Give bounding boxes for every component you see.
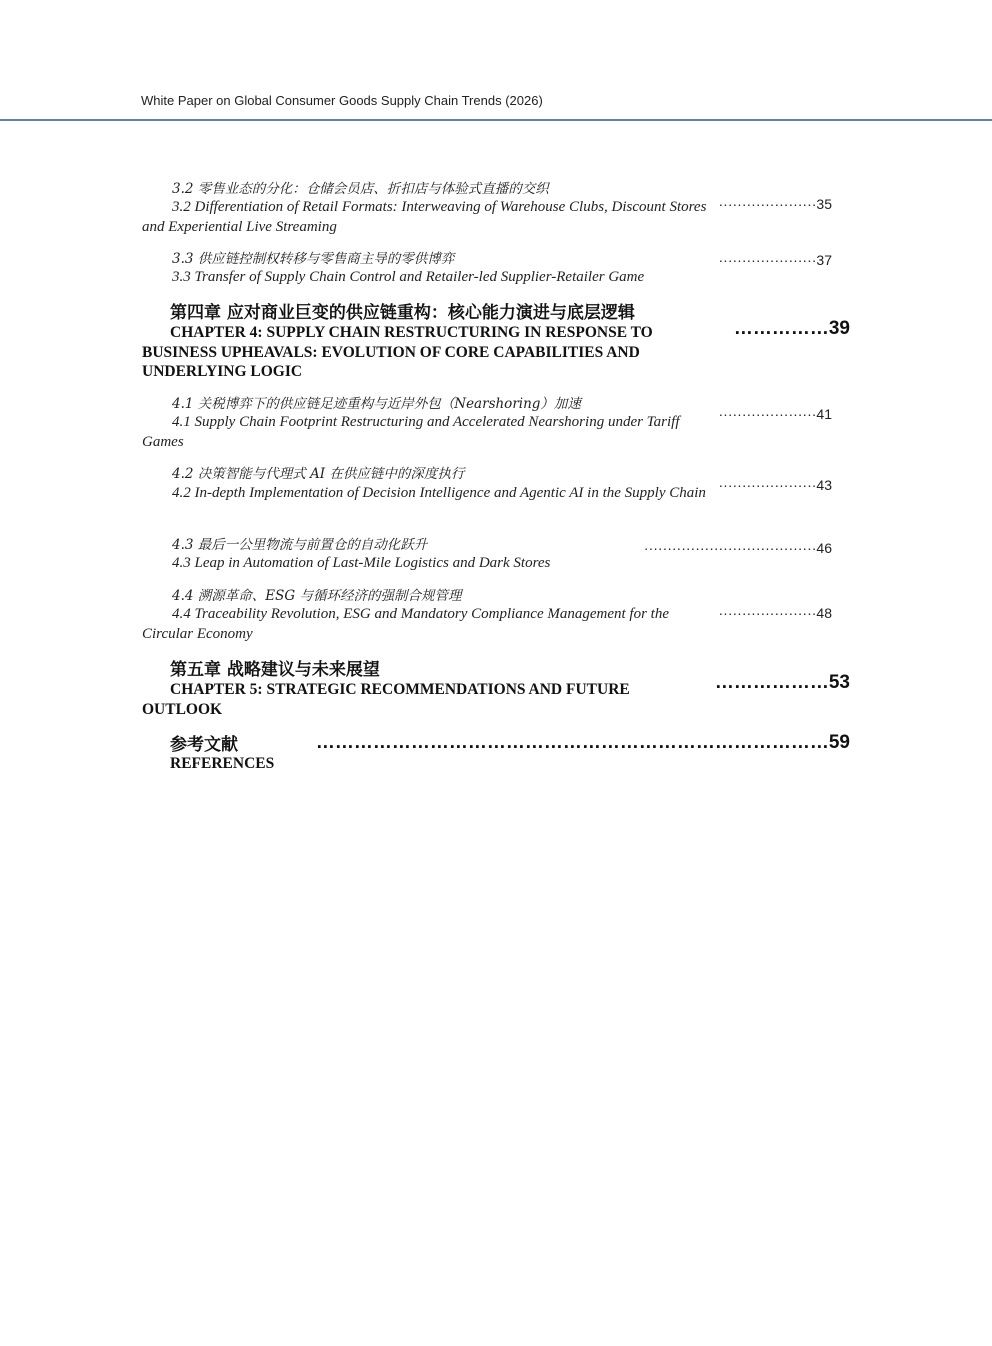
toc-leader xyxy=(719,252,832,268)
toc-entry-zh: 4.3 最后一公里物流与前置仓的自动化跃升 xyxy=(172,537,428,553)
toc-entry-en: 4.4 Traceability Revolution, ESG and Mandatory Compliance Management for the Circular Economy xyxy=(142,606,670,642)
toc-chapter-en: CHAPTER 4: SUPPLY CHAIN RESTRUCTURING IN RESPONSE TO BUSINESS UPHEAVALS: EVOLUTION OF CORE CAPABILITIES AND UNDERLYING LOGIC xyxy=(142,324,653,380)
toc-dots: ····················· xyxy=(718,406,817,422)
toc-dots: ····················· xyxy=(718,477,817,493)
toc-page-number: 46 xyxy=(816,540,832,556)
toc-leader xyxy=(719,406,832,422)
toc-page-number: 39 xyxy=(828,318,850,339)
toc-dots: …………… xyxy=(733,318,829,339)
toc-entry-en: 4.1 Supply Chain Footprint Restructuring and Accelerated Nearshoring under Tariff Games xyxy=(142,414,680,450)
toc-chapter-zh: 第四章 应对商业巨变的供应链重构：核心能力演进与底层逻辑 xyxy=(170,303,635,323)
toc-dots: ……………… xyxy=(714,672,829,693)
toc-page-number: 48 xyxy=(816,605,832,621)
toc-leader xyxy=(734,318,850,340)
toc-leader xyxy=(715,672,850,694)
toc-page-number: 41 xyxy=(816,406,832,422)
toc-entry-zh: 4.1 关税博弈下的供应链足迹重构与近岸外包（Nearshoring）加速 xyxy=(172,396,581,412)
toc-dots: ……………………………………………………………………… xyxy=(315,732,829,753)
toc-entry-en: 3.2 Differentiation of Retail Formats: Interweaving of Warehouse Clubs, Discount Stores and Experiential Live Streaming xyxy=(142,199,707,235)
toc-chapter-en: REFERENCES xyxy=(170,755,275,772)
toc-entry-en: 4.3 Leap in Automation of Last-Mile Logistics and Dark Stores xyxy=(172,555,551,571)
toc-page-number: 43 xyxy=(816,477,832,493)
toc-page-number: 59 xyxy=(828,732,850,753)
toc-dots: ····················· xyxy=(718,252,817,268)
page-header xyxy=(0,0,992,121)
toc-chapter-en: CHAPTER 5: STRATEGIC RECOMMENDATIONS AND FUTURE OUTLOOK xyxy=(142,681,630,718)
toc-chapter-zh: 参考文献 xyxy=(170,735,238,755)
toc-leader xyxy=(719,477,832,493)
toc-dots: ····································· xyxy=(643,540,817,556)
header-title: White Paper on Global Consumer Goods Supply Chain Trends (2026) xyxy=(141,93,543,108)
toc-dots: ····················· xyxy=(718,196,817,212)
toc-entry-en: 4.2 In-depth Implementation of Decision Intelligence and Agentic AI in the Supply Chain xyxy=(172,485,706,501)
toc-leader xyxy=(644,540,832,556)
toc-dots: ····················· xyxy=(718,605,817,621)
toc-leader xyxy=(316,732,850,754)
toc-page-number: 53 xyxy=(828,672,850,693)
toc-leader xyxy=(719,605,832,621)
toc-entry-zh: 4.4 溯源革命、ESG 与循环经济的强制合规管理 xyxy=(172,588,462,604)
toc-chapter-zh: 第五章 战略建议与未来展望 xyxy=(170,660,380,680)
toc-leader xyxy=(719,196,832,212)
toc-entry-zh: 3.3 供应链控制权转移与零售商主导的零供博弈 xyxy=(172,251,455,267)
toc-entry-en: 3.3 Transfer of Supply Chain Control and Retailer-led Supplier-Retailer Game xyxy=(172,269,645,285)
toc-entry-zh: 4.2 决策智能与代理式 AI 在供应链中的深度执行 xyxy=(172,466,465,482)
toc-page-number: 37 xyxy=(816,252,832,268)
toc-entry-zh: 3.2 零售业态的分化：仓储会员店、折扣店与体验式直播的交织 xyxy=(172,181,549,197)
toc-page-number: 35 xyxy=(816,196,832,212)
